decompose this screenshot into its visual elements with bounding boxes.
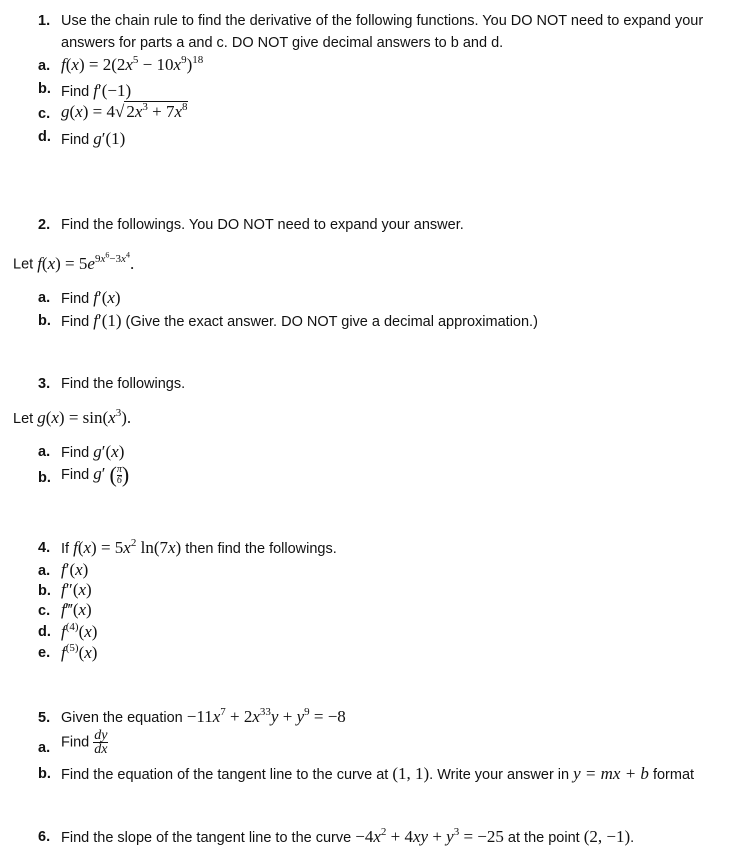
q6-suffix: . xyxy=(630,830,635,846)
q4-instruction: If $f(x) = 5x^2$ ln(7x) then find the followings. xyxy=(61,537,337,557)
q5-instruction: Given the equation $-11x^7 + 2x^{33}y + y^9 = -8$ xyxy=(61,706,346,726)
q5a-text xyxy=(61,729,108,756)
q2-let-prefix: Let xyxy=(13,256,38,273)
q2b-text: Find f′(1) (Give the exact answer. DO NOT give a decimal approximation.) xyxy=(61,311,538,330)
q5b-middle: . Write your answer in xyxy=(429,767,574,783)
q5b-prefix: Find the equation of the tangent line to the curve at xyxy=(61,767,393,783)
q3-definition: Let $g(x) = \sin(x^3)$. xyxy=(13,407,132,427)
q3a-text: Find g′(x) xyxy=(61,442,125,461)
q5-prefix: Given the equation xyxy=(61,710,187,726)
q6-text: Find the slope of the tangent line to the curve $-4x^2 + 4xy + y^3 = -25$ at the point (2, −1). xyxy=(61,826,635,846)
q4b-label: b. xyxy=(38,583,51,599)
q5b-point: (1, 1) xyxy=(392,764,430,783)
q2b-label: b. xyxy=(38,313,51,329)
q4c-expression: f‴(x) xyxy=(61,600,92,619)
q1c-label: c. xyxy=(38,106,51,122)
q4d-label: d. xyxy=(38,624,51,640)
q4e-label: e. xyxy=(38,645,51,661)
q2-definition: Let $f(x) = 5e^{9x^6-3x^4}$. xyxy=(13,250,135,273)
q2a-text: Find f′(x) xyxy=(61,288,121,307)
q1b-label: b. xyxy=(38,81,51,97)
q6-middle: at the point xyxy=(503,830,584,846)
q2b-suffix: (Give the exact answer. DO NOT give a decimal approximation.) xyxy=(121,314,538,330)
q6-number: 6. xyxy=(38,829,51,845)
q5-number: 5. xyxy=(38,710,51,726)
q4-number: 4. xyxy=(38,540,51,556)
q4a-expression: f′(x) xyxy=(61,560,89,579)
q3a-label: a. xyxy=(38,444,51,460)
q1-instruction-line2: answers for parts a and c. DO NOT give decimal answers to b and d. xyxy=(61,35,504,51)
q3-let-prefix: Let xyxy=(13,411,38,427)
q4-suffix: then find the followings. xyxy=(181,541,337,557)
q5b-label: b. xyxy=(38,766,51,782)
q6-prefix: Find the slope of the tangent line to the curve xyxy=(61,830,356,846)
q3b-prefix: Find xyxy=(61,466,94,483)
q4c-label: c. xyxy=(38,603,51,619)
q2a-prefix: Find xyxy=(61,291,94,307)
q1d-prefix: Find xyxy=(61,132,94,148)
q6-point: (2, −1) xyxy=(583,827,631,846)
q4d-expression: $f^{(4)}(x)$ xyxy=(61,621,98,641)
q5b-form: y = mx + b xyxy=(573,764,649,783)
q1d-text: Find g′(1) xyxy=(61,129,126,148)
q4e-expression: $f^{(5)}(x)$ xyxy=(61,642,98,662)
q5a-label: a. xyxy=(38,740,51,756)
q3b-text: Find g′ ( $\frac{\pi}{6}$ ) xyxy=(61,462,130,487)
q3-instruction: Find the followings. xyxy=(61,376,186,392)
q1b-text: Find f′(−1) xyxy=(61,81,132,100)
q1-number: 1. xyxy=(38,13,51,29)
q1d-label: d. xyxy=(38,129,51,145)
q1a-label: a. xyxy=(38,58,51,74)
q1b-prefix: Find xyxy=(61,84,94,100)
q5b-suffix: format xyxy=(648,767,695,783)
q1a-expression: $f(x) = 2(2x^5 - 10x^9)^{18}$ xyxy=(61,54,204,74)
q1-instruction-line1: Use the chain rule to find the derivative of the following functions. You DO NOT need to expand your xyxy=(61,13,704,29)
q2-instruction: Find the followings. You DO NOT need to expand your answer. xyxy=(61,217,464,233)
q2b-prefix: Find xyxy=(61,314,94,330)
q4b-expression: f″(x) xyxy=(61,580,92,599)
q3a-prefix: Find xyxy=(61,445,94,461)
q3-number: 3. xyxy=(38,376,51,392)
q2a-label: a. xyxy=(38,290,51,306)
q1c-expression: g(x) = 4√ $2x^3 + 7x^8$ xyxy=(61,101,188,121)
q2-number: 2. xyxy=(38,217,51,233)
pi-over-6-fraction: $\frac{\pi}{6}$ xyxy=(116,463,122,486)
q4-prefix: If xyxy=(61,541,74,557)
q5a-prefix: Find xyxy=(61,734,94,751)
q4a-label: a. xyxy=(38,563,51,579)
dy-dx-fraction: $\frac{dy}{dx}$ xyxy=(94,728,108,757)
q3b-label: b. xyxy=(38,470,51,486)
q5b-text xyxy=(61,764,694,784)
